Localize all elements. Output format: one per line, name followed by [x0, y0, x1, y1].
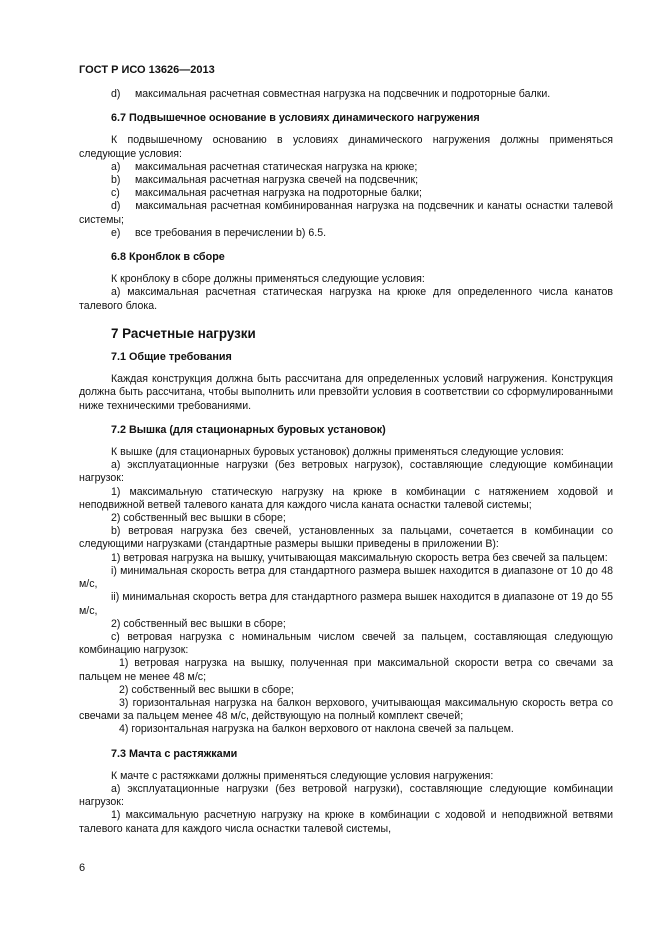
- document-body: [79, 88, 616, 836]
- document-header: ГОСТ Р ИСО 13626—2013: [79, 64, 215, 76]
- section-heading-7: 7 Расчетные нагрузки: [111, 325, 256, 341]
- section-heading-6-7: 6.7 Подвышечное основание в условиях динамического нагружения: [111, 112, 480, 125]
- page-number: 6: [79, 862, 86, 874]
- list-item: e) все требования в перечислении b) 6.5.: [111, 226, 327, 239]
- paragraph: К мачте с растяжками должны применяться следующие условия нагружения:: [111, 769, 494, 782]
- paragraph: c) ветровая нагрузка с номинальным числом свечей за пальцем, составляющая следующую комбинацию нагрузок:: [79, 630, 613, 657]
- paragraph: 2) собственный вес вышки в сборе;: [111, 512, 286, 525]
- paragraph: 1) ветровая нагрузка на вышку, учитывающая максимальную скорость ветра без свечей за пальцем:: [111, 551, 608, 564]
- paragraph: b) ветровая нагрузка без свечей, установленных за пальцами, сочетается в комбинации со следующими нагрузками (стандартные размеры вышки приведены в приложении В):: [79, 525, 613, 551]
- paragraph: К кронблоку в сборе должны применяться следующие условия:: [111, 273, 425, 286]
- paragraph: 3) горизонтальная нагрузка на балкон верхового, учитывающая максимальную скорость ветра со свечами за пальцем менее 48 м/с, действующую на полный комплект свечей;: [79, 696, 613, 723]
- paragraph: i) минимальная скорость ветра для стандартного размера вышек находится в диапазоне от 10 до 48 м/с,: [79, 564, 613, 591]
- paragraph: ii) минимальная скорость ветра для стандартного размера вышек находится в диапазоне от 19 до 55 м/с,: [79, 591, 613, 617]
- paragraph: Каждая конструкция должна быть рассчитана для определенных условий нагружения. Конструкция должна быть рассчитана, чтобы выполнить или превзойти условия в соответствии со сформулированными ниже техническими требованиями.: [79, 373, 613, 412]
- section-heading-7-1: 7.1 Общие требования: [111, 351, 232, 364]
- paragraph: 4) горизонтальная нагрузка на балкон верхового от наклона свечей за пальцем.: [119, 723, 514, 736]
- paragraph: 1) ветровая нагрузка на вышку, полученная при максимальной скорости ветра со свечами за пальцем не менее 48 м/с;: [79, 657, 613, 683]
- paragraph: К подвышечному основанию в условиях динамического нагружения должны применяться следующие условия:: [79, 134, 613, 160]
- section-heading-7-2: 7.2 Вышка (для стационарных буровых установок): [111, 423, 386, 436]
- paragraph: 1) максимальную статическую нагрузку на крюке в комбинации с натяжением ходовой и неподвижной ветвей талевого каната для каждого числа каната оснастки талевой системы;: [79, 485, 613, 511]
- list-item: a) максимальная расчетная статическая нагрузка на крюке;: [111, 160, 418, 173]
- list-item: d) максимальная расчетная комбинированная нагрузка на подсвечник и канаты оснастки талевой системы;: [79, 200, 616, 226]
- paragraph: а) эксплуатационные нагрузки (без ветровых нагрузок), составляющие следующие комбинации нагрузок:: [79, 459, 613, 485]
- list-item: c) максимальная расчетная нагрузка на подроторные балки;: [111, 187, 422, 200]
- paragraph: К вышке (для стационарных буровых установок) должны применяться следующие условия:: [111, 446, 564, 459]
- paragraph: а) эксплуатационные нагрузки (без ветровой нагрузки), составляющие следующие комбинации нагрузок:: [79, 782, 613, 809]
- paragraph: а) максимальная расчетная статическая нагрузка на крюке для определенного числа канатов талевого блока.: [79, 286, 613, 312]
- section-heading-7-3: 7.3 Мачта с растяжками: [111, 747, 238, 760]
- paragraph: 1) максимальную расчетную нагрузку на крюке в комбинации с ходовой и неподвижной ветвями талевого каната для каждого числа оснастки талевой системы,: [79, 809, 613, 835]
- paragraph: 2) собственный вес вышки в сборе;: [119, 683, 294, 696]
- list-item: d) максимальная расчетная совместная нагрузка на подсвечник и подроторные балки.: [111, 88, 551, 100]
- list-item: b) максимальная расчетная нагрузка свечей на подсвечник;: [111, 174, 419, 187]
- paragraph: 2) собственный вес вышки в сборе;: [111, 617, 286, 630]
- section-heading-6-8: 6.8 Кронблок в сборе: [111, 251, 225, 264]
